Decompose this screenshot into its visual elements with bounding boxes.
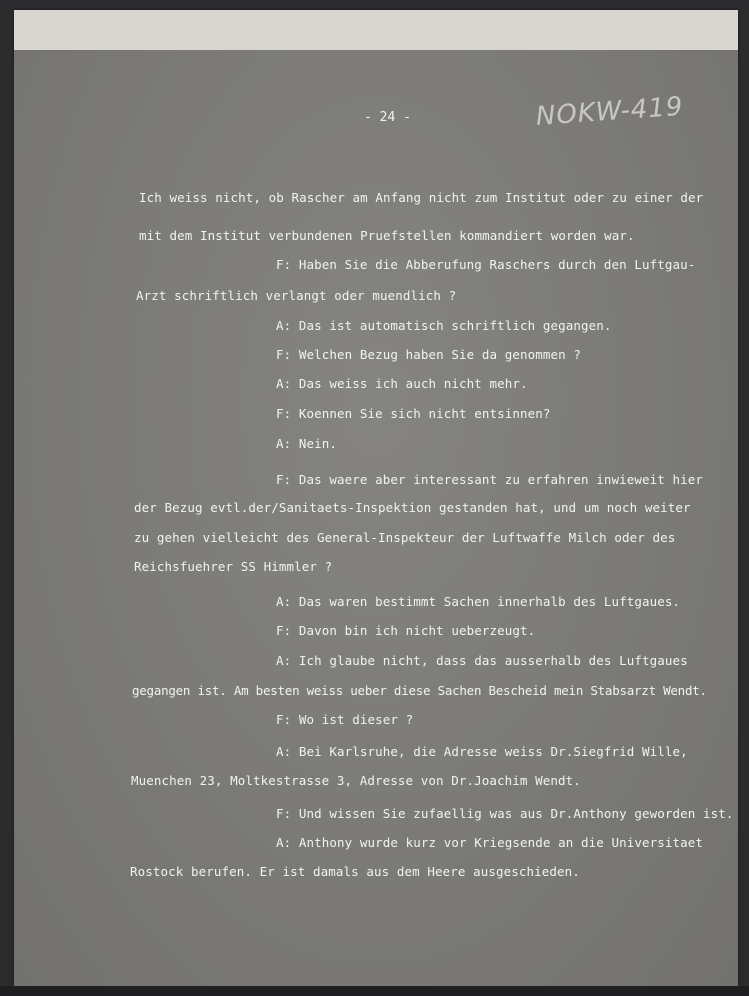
document-id-handwritten: NOKW-419 bbox=[534, 91, 685, 132]
text-line: F: Haben Sie die Abberufung Raschers durch den Luftgau- bbox=[276, 257, 696, 272]
text-line: A: Das weiss ich auch nicht mehr. bbox=[276, 376, 528, 391]
text-line: mit dem Institut verbundenen Pruefstellen kommandiert worden war. bbox=[139, 228, 635, 243]
page-number: - 24 - bbox=[364, 110, 411, 125]
document-page bbox=[14, 10, 738, 986]
text-line: Rostock berufen. Er ist damals aus dem Heere ausgeschieden. bbox=[130, 864, 580, 879]
text-line: F: Das waere aber interessant zu erfahren inwieweit hier bbox=[276, 472, 704, 487]
text-line: F: Koennen Sie sich nicht entsinnen? bbox=[276, 406, 551, 421]
text-line: A: Das waren bestimmt Sachen innerhalb des Luftgaues. bbox=[276, 594, 681, 609]
text-line: Arzt schriftlich verlangt oder muendlich ? bbox=[136, 288, 457, 303]
text-line: zu gehen vielleicht des General-Inspekteur der Luftwaffe Milch oder des bbox=[134, 530, 676, 545]
scan-border bbox=[0, 986, 749, 996]
text-line: F: Welchen Bezug haben Sie da genommen ? bbox=[276, 347, 582, 362]
paper-top-strip bbox=[14, 10, 738, 50]
text-line: A: Anthony wurde kurz vor Kriegsende an die Universitaet bbox=[276, 835, 704, 850]
text-line: Reichsfuehrer SS Himmler ? bbox=[134, 559, 333, 574]
text-line: F: Wo ist dieser ? bbox=[276, 712, 414, 727]
text-line: A: Nein. bbox=[276, 436, 338, 451]
text-line: A: Ich glaube nicht, dass das ausserhalb des Luftgaues bbox=[276, 653, 688, 668]
text-line: Ich weiss nicht, ob Rascher am Anfang nicht zum Institut oder zu einer der bbox=[139, 190, 704, 205]
text-line: F: Und wissen Sie zufaellig was aus Dr.Anthony geworden ist. bbox=[276, 806, 734, 821]
text-line: gegangen ist. Am besten weiss ueber diese Sachen Bescheid mein Stabsarzt Wendt. bbox=[132, 683, 707, 698]
text-line: A: Das ist automatisch schriftlich gegangen. bbox=[276, 318, 612, 333]
text-line: der Bezug evtl.der/Sanitaets-Inspektion gestanden hat, und um noch weiter bbox=[134, 500, 691, 515]
text-line: F: Davon bin ich nicht ueberzeugt. bbox=[276, 623, 536, 638]
text-line: A: Bei Karlsruhe, die Adresse weiss Dr.Siegfrid Wille, bbox=[276, 744, 688, 759]
text-line: Muenchen 23, Moltkestrasse 3, Adresse von Dr.Joachim Wendt. bbox=[131, 773, 581, 788]
